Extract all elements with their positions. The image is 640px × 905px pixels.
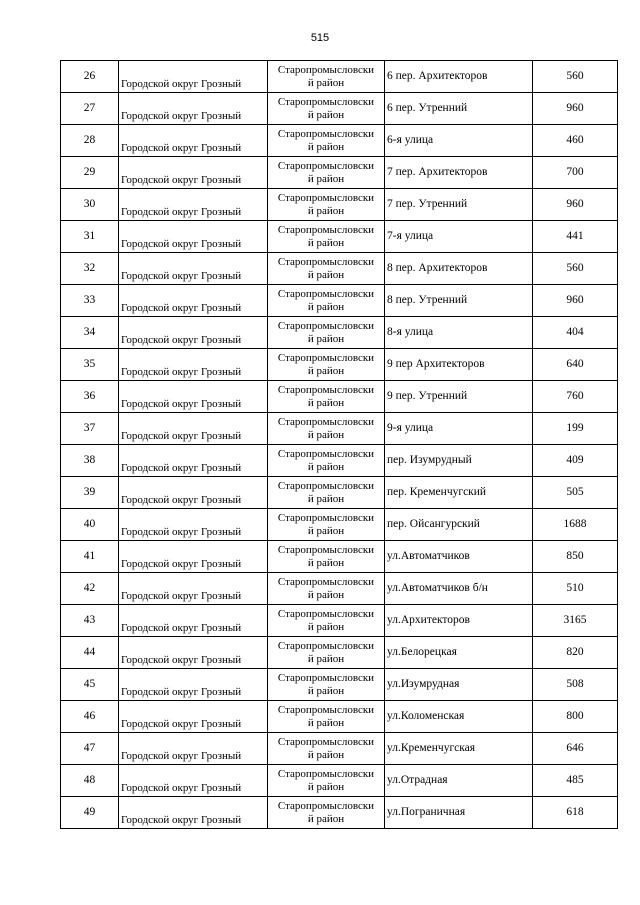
street-cell: 7 пер. Утренний: [385, 189, 533, 221]
row-number: 45: [61, 669, 119, 701]
length-cell: 485: [533, 765, 618, 797]
table-row: [61, 61, 618, 93]
rayon-line-2: й район: [307, 364, 345, 377]
length-cell: 560: [533, 253, 618, 285]
rayon-line-1: Старопромысловски: [277, 159, 375, 172]
rayon-line-2: й район: [307, 108, 345, 121]
rayon-cell: [268, 157, 385, 189]
rayon-line-2: й район: [307, 588, 345, 601]
rayon-line-2: й район: [307, 172, 345, 185]
length-cell: 850: [533, 541, 618, 573]
okrug-cell: Городской округ Грозный: [119, 541, 268, 573]
rayon-line-2: й район: [307, 524, 345, 537]
rayon-line-2: й район: [307, 268, 345, 281]
table-row: [61, 413, 618, 445]
table-row: [61, 797, 618, 829]
rayon-line-1: Старопромысловски: [277, 575, 375, 588]
rayon-line-1: Старопромысловски: [277, 95, 375, 108]
row-number: 49: [61, 797, 119, 829]
okrug-cell: Городской округ Грозный: [119, 797, 268, 829]
okrug-cell: Городской округ Грозный: [119, 285, 268, 317]
rayon-cell: [268, 477, 385, 509]
rayon-line-2: й район: [307, 556, 345, 569]
table-row: [61, 285, 618, 317]
table-row: [61, 189, 618, 221]
rayon-line-1: Старопромысловски: [277, 191, 375, 204]
table-row: [61, 445, 618, 477]
rayon-line-1: Старопромысловски: [277, 223, 375, 236]
length-cell: 960: [533, 285, 618, 317]
row-number: 32: [61, 253, 119, 285]
row-number: 36: [61, 381, 119, 413]
street-cell: пер. Изумрудный: [385, 445, 533, 477]
okrug-cell: Городской округ Грозный: [119, 733, 268, 765]
rayon-line-1: Старопромысловски: [277, 127, 375, 140]
rayon-line-1: Старопромысловски: [277, 255, 375, 268]
length-cell: 1688: [533, 509, 618, 541]
okrug-cell: Городской округ Грозный: [119, 221, 268, 253]
length-cell: 510: [533, 573, 618, 605]
rayon-line-1: Старопромысловски: [277, 735, 375, 748]
length-cell: 560: [533, 61, 618, 93]
rayon-line-1: Старопромысловски: [277, 383, 375, 396]
rayon-line-1: Старопромысловски: [277, 767, 375, 780]
rayon-cell: [268, 413, 385, 445]
street-cell: 9 пер Архитекторов: [385, 349, 533, 381]
street-cell: 6-я улица: [385, 125, 533, 157]
rayon-line-1: Старопромысловски: [277, 511, 375, 524]
rayon-line-2: й район: [307, 748, 345, 761]
rayon-line-1: Старопромысловски: [277, 63, 375, 76]
row-number: 34: [61, 317, 119, 349]
rayon-cell: [268, 189, 385, 221]
okrug-cell: Городской округ Грозный: [119, 253, 268, 285]
rayon-cell: [268, 509, 385, 541]
okrug-cell: Городской округ Грозный: [119, 93, 268, 125]
street-cell: пер. Ойсангурский: [385, 509, 533, 541]
length-cell: 960: [533, 189, 618, 221]
roads-table: [60, 60, 618, 829]
row-number: 39: [61, 477, 119, 509]
rayon-line-1: Старопромысловски: [277, 543, 375, 556]
okrug-cell: Городской округ Грозный: [119, 413, 268, 445]
okrug-cell: Городской округ Грозный: [119, 477, 268, 509]
rayon-line-2: й район: [307, 716, 345, 729]
rayon-line-2: й район: [307, 492, 345, 505]
row-number: 42: [61, 573, 119, 605]
length-cell: 441: [533, 221, 618, 253]
length-cell: 760: [533, 381, 618, 413]
table-row: [61, 541, 618, 573]
rayon-line-1: Старопромысловски: [277, 703, 375, 716]
street-cell: 8 пер. Архитекторов: [385, 253, 533, 285]
length-cell: 960: [533, 93, 618, 125]
length-cell: 700: [533, 157, 618, 189]
length-cell: 505: [533, 477, 618, 509]
rayon-cell: [268, 445, 385, 477]
street-cell: 6 пер. Архитекторов: [385, 61, 533, 93]
table-row: [61, 669, 618, 701]
row-number: 44: [61, 637, 119, 669]
length-cell: 640: [533, 349, 618, 381]
length-cell: 3165: [533, 605, 618, 637]
table-row: [61, 733, 618, 765]
row-number: 29: [61, 157, 119, 189]
okrug-cell: Городской округ Грозный: [119, 573, 268, 605]
okrug-cell: Городской округ Грозный: [119, 125, 268, 157]
table-row: [61, 573, 618, 605]
rayon-line-1: Старопромысловски: [277, 447, 375, 460]
rayon-cell: [268, 61, 385, 93]
length-cell: 618: [533, 797, 618, 829]
rayon-cell: [268, 317, 385, 349]
row-number: 40: [61, 509, 119, 541]
rayon-line-2: й район: [307, 652, 345, 665]
table-row: [61, 765, 618, 797]
rayon-line-1: Старопромысловски: [277, 351, 375, 364]
length-cell: 820: [533, 637, 618, 669]
length-cell: 404: [533, 317, 618, 349]
rayon-cell: [268, 381, 385, 413]
length-cell: 508: [533, 669, 618, 701]
street-cell: ул.Изумрудная: [385, 669, 533, 701]
rayon-line-2: й район: [307, 460, 345, 473]
table-row: [61, 477, 618, 509]
street-cell: ул.Автоматчиков: [385, 541, 533, 573]
row-number: 31: [61, 221, 119, 253]
page-number: 515: [310, 32, 330, 44]
table-row: [61, 509, 618, 541]
table-row: [61, 349, 618, 381]
rayon-line-2: й район: [307, 396, 345, 409]
okrug-cell: Городской округ Грозный: [119, 637, 268, 669]
street-cell: ул.Кременчугская: [385, 733, 533, 765]
rayon-line-1: Старопромысловски: [277, 415, 375, 428]
rayon-cell: [268, 637, 385, 669]
row-number: 43: [61, 605, 119, 637]
row-number: 30: [61, 189, 119, 221]
rayon-cell: [268, 93, 385, 125]
rayon-line-1: Старопромысловски: [277, 287, 375, 300]
street-cell: 9 пер. Утренний: [385, 381, 533, 413]
row-number: 26: [61, 61, 119, 93]
row-number: 37: [61, 413, 119, 445]
length-cell: 646: [533, 733, 618, 765]
rayon-line-2: й район: [307, 684, 345, 697]
street-cell: 6 пер. Утренний: [385, 93, 533, 125]
street-cell: ул.Архитекторов: [385, 605, 533, 637]
street-cell: 8-я улица: [385, 317, 533, 349]
okrug-cell: Городской округ Грозный: [119, 317, 268, 349]
okrug-cell: Городской округ Грозный: [119, 157, 268, 189]
rayon-line-2: й район: [307, 300, 345, 313]
rayon-cell: [268, 349, 385, 381]
rayon-cell: [268, 573, 385, 605]
row-number: 33: [61, 285, 119, 317]
rayon-line-1: Старопромысловски: [277, 479, 375, 492]
rayon-cell: [268, 541, 385, 573]
street-cell: ул.Отрадная: [385, 765, 533, 797]
table-row: [61, 221, 618, 253]
rayon-line-1: Старопромысловски: [277, 671, 375, 684]
okrug-cell: Городской округ Грозный: [119, 381, 268, 413]
row-number: 28: [61, 125, 119, 157]
okrug-cell: Городской округ Грозный: [119, 669, 268, 701]
rayon-line-2: й район: [307, 236, 345, 249]
table-row: [61, 317, 618, 349]
rayon-cell: [268, 605, 385, 637]
table-row: [61, 637, 618, 669]
row-number: 27: [61, 93, 119, 125]
street-cell: 8 пер. Утренний: [385, 285, 533, 317]
rayon-line-2: й район: [307, 620, 345, 633]
table-row: [61, 93, 618, 125]
rayon-cell: [268, 797, 385, 829]
row-number: 47: [61, 733, 119, 765]
okrug-cell: Городской округ Грозный: [119, 509, 268, 541]
okrug-cell: Городской округ Грозный: [119, 445, 268, 477]
okrug-cell: Городской округ Грозный: [119, 189, 268, 221]
row-number: 38: [61, 445, 119, 477]
street-cell: ул.Белорецкая: [385, 637, 533, 669]
street-cell: ул.Автоматчиков б/н: [385, 573, 533, 605]
rayon-line-1: Старопромысловски: [277, 607, 375, 620]
rayon-cell: [268, 125, 385, 157]
okrug-cell: Городской округ Грозный: [119, 61, 268, 93]
okrug-cell: Городской округ Грозный: [119, 349, 268, 381]
length-cell: 409: [533, 445, 618, 477]
rayon-line-2: й район: [307, 140, 345, 153]
street-cell: ул.Коломенская: [385, 701, 533, 733]
okrug-cell: Городской округ Грозный: [119, 605, 268, 637]
rayon-line-2: й район: [307, 204, 345, 217]
rayon-line-2: й район: [307, 428, 345, 441]
okrug-cell: Городской округ Грозный: [119, 765, 268, 797]
table-row: [61, 605, 618, 637]
rayon-cell: [268, 285, 385, 317]
street-cell: 7-я улица: [385, 221, 533, 253]
street-cell: 9-я улица: [385, 413, 533, 445]
rayon-line-2: й район: [307, 780, 345, 793]
rayon-line-2: й район: [307, 332, 345, 345]
rayon-cell: [268, 221, 385, 253]
length-cell: 800: [533, 701, 618, 733]
length-cell: 199: [533, 413, 618, 445]
table-row: [61, 701, 618, 733]
rayon-cell: [268, 701, 385, 733]
rayon-line-1: Старопромысловски: [277, 639, 375, 652]
row-number: 46: [61, 701, 119, 733]
table-row: [61, 157, 618, 189]
street-cell: пер. Кременчугский: [385, 477, 533, 509]
street-cell: ул.Пограничная: [385, 797, 533, 829]
rayon-cell: [268, 669, 385, 701]
rayon-cell: [268, 765, 385, 797]
street-cell: 7 пер. Архитекторов: [385, 157, 533, 189]
row-number: 41: [61, 541, 119, 573]
table-row: [61, 125, 618, 157]
rayon-line-2: й район: [307, 812, 345, 825]
okrug-cell: Городской округ Грозный: [119, 701, 268, 733]
table-row: [61, 253, 618, 285]
length-cell: 460: [533, 125, 618, 157]
rayon-cell: [268, 733, 385, 765]
rayon-line-1: Старопромысловски: [277, 799, 375, 812]
rayon-line-2: й район: [307, 76, 345, 89]
rayon-cell: [268, 253, 385, 285]
row-number: 35: [61, 349, 119, 381]
rayon-line-1: Старопромысловски: [277, 319, 375, 332]
table-row: [61, 381, 618, 413]
row-number: 48: [61, 765, 119, 797]
